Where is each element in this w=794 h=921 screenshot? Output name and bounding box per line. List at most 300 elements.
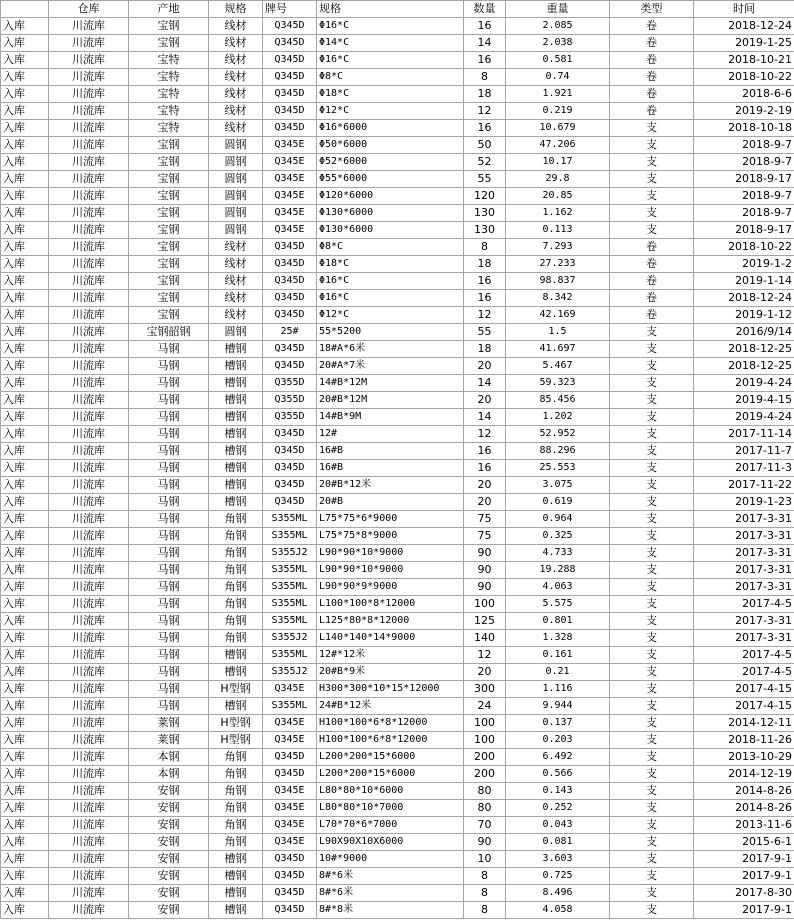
grade-cell: Q345E [263, 681, 317, 698]
direction-cell: 入库 [1, 273, 49, 290]
column-header: 时间 [694, 1, 794, 18]
category-cell: 角钢 [209, 817, 263, 834]
weight-cell: 41.697 [506, 341, 610, 358]
weight-cell: 47.206 [506, 137, 610, 154]
weight-cell: 1.202 [506, 409, 610, 426]
origin-cell: 宝钢 [129, 171, 209, 188]
direction-cell: 入库 [1, 647, 49, 664]
weight-cell: 8.342 [506, 290, 610, 307]
quantity-cell: 16 [464, 443, 506, 460]
weight-cell: 3.603 [506, 851, 610, 868]
category-cell: 线材 [209, 18, 263, 35]
spec-cell: Φ120*6000 [317, 188, 464, 205]
weight-cell: 27.233 [506, 256, 610, 273]
warehouse-cell: 川流库 [49, 630, 129, 647]
warehouse-cell: 川流库 [49, 613, 129, 630]
grade-cell: Q345D [263, 341, 317, 358]
category-cell: 槽钢 [209, 341, 263, 358]
date-cell: 2018-12-25 [694, 341, 794, 358]
origin-cell: 马钢 [129, 375, 209, 392]
weight-cell: 0.081 [506, 834, 610, 851]
type-cell: 支 [610, 341, 694, 358]
quantity-cell: 130 [464, 222, 506, 239]
direction-cell: 入库 [1, 137, 49, 154]
category-cell: 角钢 [209, 766, 263, 783]
date-cell: 2017-3-31 [694, 545, 794, 562]
quantity-cell: 50 [464, 137, 506, 154]
quantity-cell: 52 [464, 154, 506, 171]
spec-cell: Φ130*6000 [317, 222, 464, 239]
origin-cell: 宝钢韶钢 [129, 324, 209, 341]
spec-cell: L75*75*6*9000 [317, 511, 464, 528]
direction-cell: 入库 [1, 511, 49, 528]
direction-cell: 入库 [1, 375, 49, 392]
table-row [1, 562, 794, 579]
category-cell: 圆钢 [209, 205, 263, 222]
direction-cell: 入库 [1, 545, 49, 562]
date-cell: 2018-9-7 [694, 137, 794, 154]
date-cell: 2019-4-24 [694, 375, 794, 392]
origin-cell: 宝钢 [129, 137, 209, 154]
weight-cell: 98.837 [506, 273, 610, 290]
category-cell: H型钢 [209, 681, 263, 698]
table-row [1, 409, 794, 426]
origin-cell: 马钢 [129, 647, 209, 664]
category-cell: 槽钢 [209, 664, 263, 681]
date-cell: 2014-8-26 [694, 800, 794, 817]
origin-cell: 安钢 [129, 783, 209, 800]
direction-cell: 入库 [1, 800, 49, 817]
date-cell: 2019-1-23 [694, 494, 794, 511]
quantity-cell: 16 [464, 52, 506, 69]
table-row [1, 664, 794, 681]
origin-cell: 宝钢 [129, 273, 209, 290]
grade-cell: Q345E [263, 800, 317, 817]
spec-cell: L200*200*15*6000 [317, 766, 464, 783]
direction-cell: 入库 [1, 698, 49, 715]
table-row [1, 86, 794, 103]
date-cell: 2017-4-5 [694, 596, 794, 613]
grade-cell: Q345D [263, 749, 317, 766]
grade-cell: Q345D [263, 443, 317, 460]
origin-cell: 安钢 [129, 834, 209, 851]
date-cell: 2016/9/14 [694, 324, 794, 341]
warehouse-cell: 川流库 [49, 528, 129, 545]
warehouse-cell: 川流库 [49, 222, 129, 239]
date-cell: 2017-11-22 [694, 477, 794, 494]
date-cell: 2017-3-31 [694, 528, 794, 545]
weight-cell: 0.161 [506, 647, 610, 664]
quantity-cell: 55 [464, 324, 506, 341]
grade-cell: Q345D [263, 868, 317, 885]
type-cell: 支 [610, 426, 694, 443]
weight-cell: 6.492 [506, 749, 610, 766]
quantity-cell: 12 [464, 103, 506, 120]
spec-cell: L90*90*10*9000 [317, 545, 464, 562]
warehouse-cell: 川流库 [49, 868, 129, 885]
spec-cell: Φ18*C [317, 86, 464, 103]
weight-cell: 0.801 [506, 613, 610, 630]
direction-cell: 入库 [1, 817, 49, 834]
quantity-cell: 8 [464, 868, 506, 885]
table-row [1, 341, 794, 358]
date-cell: 2019-4-24 [694, 409, 794, 426]
origin-cell: 宝钢 [129, 290, 209, 307]
date-cell: 2017-3-31 [694, 579, 794, 596]
origin-cell: 马钢 [129, 392, 209, 409]
weight-cell: 85.456 [506, 392, 610, 409]
grade-cell: Q345E [263, 817, 317, 834]
category-cell: 槽钢 [209, 494, 263, 511]
grade-cell: Q345D [263, 885, 317, 902]
column-header [1, 1, 49, 18]
warehouse-cell: 川流库 [49, 579, 129, 596]
warehouse-cell: 川流库 [49, 885, 129, 902]
date-cell: 2014-8-26 [694, 783, 794, 800]
category-cell: 圆钢 [209, 154, 263, 171]
grade-cell: Q345D [263, 239, 317, 256]
date-cell: 2015-6-1 [694, 834, 794, 851]
direction-cell: 入库 [1, 409, 49, 426]
type-cell: 卷 [610, 239, 694, 256]
date-cell: 2018-10-18 [694, 120, 794, 137]
grade-cell: Q345E [263, 732, 317, 749]
date-cell: 2017-4-15 [694, 698, 794, 715]
type-cell: 卷 [610, 18, 694, 35]
table-row [1, 205, 794, 222]
type-cell: 支 [610, 154, 694, 171]
grade-cell: Q345D [263, 69, 317, 86]
grade-cell: S355ML [263, 511, 317, 528]
warehouse-cell: 川流库 [49, 494, 129, 511]
grade-cell: S355ML [263, 613, 317, 630]
direction-cell: 入库 [1, 902, 49, 919]
category-cell: H型钢 [209, 715, 263, 732]
grade-cell: Q345E [263, 783, 317, 800]
direction-cell: 入库 [1, 52, 49, 69]
quantity-cell: 8 [464, 885, 506, 902]
origin-cell: 马钢 [129, 494, 209, 511]
grade-cell: 25# [263, 324, 317, 341]
table-row [1, 647, 794, 664]
warehouse-cell: 川流库 [49, 698, 129, 715]
quantity-cell: 12 [464, 307, 506, 324]
origin-cell: 宝特 [129, 86, 209, 103]
spec-cell: Φ55*6000 [317, 171, 464, 188]
spec-cell: Φ12*C [317, 103, 464, 120]
table-row [1, 715, 794, 732]
table-row [1, 154, 794, 171]
weight-cell: 10.679 [506, 120, 610, 137]
date-cell: 2017-3-31 [694, 630, 794, 647]
warehouse-cell: 川流库 [49, 749, 129, 766]
category-cell: 线材 [209, 120, 263, 137]
grade-cell: Q345D [263, 477, 317, 494]
spec-cell: 8#*6米 [317, 868, 464, 885]
grade-cell: Q345D [263, 290, 317, 307]
spec-cell: 24#B*12米 [317, 698, 464, 715]
category-cell: 线材 [209, 307, 263, 324]
warehouse-cell: 川流库 [49, 851, 129, 868]
weight-cell: 4.058 [506, 902, 610, 919]
weight-cell: 5.575 [506, 596, 610, 613]
quantity-cell: 300 [464, 681, 506, 698]
category-cell: 槽钢 [209, 392, 263, 409]
category-cell: 槽钢 [209, 409, 263, 426]
table-row [1, 511, 794, 528]
category-cell: 槽钢 [209, 698, 263, 715]
quantity-cell: 80 [464, 800, 506, 817]
warehouse-cell: 川流库 [49, 902, 129, 919]
quantity-cell: 24 [464, 698, 506, 715]
column-header: 重量 [506, 1, 610, 18]
type-cell: 卷 [610, 256, 694, 273]
table-row [1, 868, 794, 885]
warehouse-cell: 川流库 [49, 409, 129, 426]
date-cell: 2013-11-6 [694, 817, 794, 834]
warehouse-cell: 川流库 [49, 511, 129, 528]
table-row [1, 256, 794, 273]
weight-cell: 1.328 [506, 630, 610, 647]
grade-cell: S355ML [263, 596, 317, 613]
warehouse-cell: 川流库 [49, 256, 129, 273]
date-cell: 2017-9-1 [694, 868, 794, 885]
weight-cell: 10.17 [506, 154, 610, 171]
grade-cell: Q345D [263, 86, 317, 103]
warehouse-cell: 川流库 [49, 171, 129, 188]
spec-cell: 10#*9000 [317, 851, 464, 868]
warehouse-cell: 川流库 [49, 596, 129, 613]
spec-cell: L140*140*14*9000 [317, 630, 464, 647]
type-cell: 支 [610, 409, 694, 426]
weight-cell: 0.043 [506, 817, 610, 834]
origin-cell: 马钢 [129, 409, 209, 426]
origin-cell: 马钢 [129, 681, 209, 698]
direction-cell: 入库 [1, 579, 49, 596]
spec-cell: Φ14*C [317, 35, 464, 52]
type-cell: 卷 [610, 273, 694, 290]
origin-cell: 马钢 [129, 664, 209, 681]
category-cell: 槽钢 [209, 477, 263, 494]
type-cell: 支 [610, 664, 694, 681]
date-cell: 2017-8-30 [694, 885, 794, 902]
weight-cell: 88.296 [506, 443, 610, 460]
direction-cell: 入库 [1, 460, 49, 477]
weight-cell: 0.581 [506, 52, 610, 69]
warehouse-cell: 川流库 [49, 103, 129, 120]
type-cell: 支 [610, 528, 694, 545]
origin-cell: 宝钢 [129, 239, 209, 256]
weight-cell: 29.8 [506, 171, 610, 188]
quantity-cell: 100 [464, 732, 506, 749]
quantity-cell: 200 [464, 749, 506, 766]
type-cell: 支 [610, 732, 694, 749]
grade-cell: S355ML [263, 698, 317, 715]
direction-cell: 入库 [1, 834, 49, 851]
origin-cell: 宝钢 [129, 18, 209, 35]
grade-cell: Q345E [263, 222, 317, 239]
grade-cell: Q345D [263, 358, 317, 375]
warehouse-cell: 川流库 [49, 341, 129, 358]
direction-cell: 入库 [1, 681, 49, 698]
date-cell: 2013-10-29 [694, 749, 794, 766]
category-cell: 线材 [209, 103, 263, 120]
direction-cell: 入库 [1, 256, 49, 273]
direction-cell: 入库 [1, 290, 49, 307]
direction-cell: 入库 [1, 766, 49, 783]
origin-cell: 宝钢 [129, 307, 209, 324]
origin-cell: 莱钢 [129, 732, 209, 749]
direction-cell: 入库 [1, 324, 49, 341]
warehouse-cell: 川流库 [49, 205, 129, 222]
category-cell: 角钢 [209, 562, 263, 579]
table-row [1, 18, 794, 35]
weight-cell: 52.952 [506, 426, 610, 443]
warehouse-cell: 川流库 [49, 732, 129, 749]
quantity-cell: 12 [464, 647, 506, 664]
table-row [1, 290, 794, 307]
grade-cell: Q355D [263, 375, 317, 392]
category-cell: 线材 [209, 52, 263, 69]
origin-cell: 马钢 [129, 545, 209, 562]
direction-cell: 入库 [1, 86, 49, 103]
warehouse-cell: 川流库 [49, 307, 129, 324]
origin-cell: 本钢 [129, 766, 209, 783]
date-cell: 2018-6-6 [694, 86, 794, 103]
origin-cell: 马钢 [129, 477, 209, 494]
direction-cell: 入库 [1, 69, 49, 86]
type-cell: 支 [610, 205, 694, 222]
category-cell: 槽钢 [209, 851, 263, 868]
quantity-cell: 20 [464, 664, 506, 681]
weight-cell: 0.566 [506, 766, 610, 783]
quantity-cell: 20 [464, 392, 506, 409]
direction-cell: 入库 [1, 596, 49, 613]
weight-cell: 0.143 [506, 783, 610, 800]
grade-cell: S355ML [263, 562, 317, 579]
spec-cell: Φ8*C [317, 239, 464, 256]
type-cell: 支 [610, 460, 694, 477]
weight-cell: 1.162 [506, 205, 610, 222]
type-cell: 支 [610, 358, 694, 375]
type-cell: 卷 [610, 52, 694, 69]
grade-cell: S355J2 [263, 630, 317, 647]
table-row [1, 545, 794, 562]
warehouse-cell: 川流库 [49, 375, 129, 392]
direction-cell: 入库 [1, 783, 49, 800]
category-cell: 圆钢 [209, 171, 263, 188]
spec-cell: 20#B*12M [317, 392, 464, 409]
direction-cell: 入库 [1, 630, 49, 647]
spec-cell: 14#B*9M [317, 409, 464, 426]
category-cell: 角钢 [209, 596, 263, 613]
direction-cell: 入库 [1, 120, 49, 137]
direction-cell: 入库 [1, 307, 49, 324]
spec-cell: 20#B*12米 [317, 477, 464, 494]
date-cell: 2014-12-11 [694, 715, 794, 732]
warehouse-cell: 川流库 [49, 239, 129, 256]
weight-cell: 2.038 [506, 35, 610, 52]
direction-cell: 入库 [1, 562, 49, 579]
weight-cell: 25.553 [506, 460, 610, 477]
category-cell: 角钢 [209, 834, 263, 851]
type-cell: 支 [610, 120, 694, 137]
origin-cell: 安钢 [129, 851, 209, 868]
table-row [1, 35, 794, 52]
type-cell: 支 [610, 562, 694, 579]
table-row [1, 188, 794, 205]
table-row [1, 613, 794, 630]
date-cell: 2018-12-24 [694, 290, 794, 307]
date-cell: 2018-10-22 [694, 239, 794, 256]
date-cell: 2017-3-31 [694, 511, 794, 528]
table-row [1, 324, 794, 341]
grade-cell: Q355D [263, 392, 317, 409]
spec-cell: 16#B [317, 443, 464, 460]
table-row [1, 494, 794, 511]
quantity-cell: 14 [464, 409, 506, 426]
direction-cell: 入库 [1, 732, 49, 749]
origin-cell: 马钢 [129, 596, 209, 613]
warehouse-cell: 川流库 [49, 460, 129, 477]
quantity-cell: 14 [464, 375, 506, 392]
weight-cell: 0.725 [506, 868, 610, 885]
warehouse-cell: 川流库 [49, 86, 129, 103]
grade-cell: Q345E [263, 205, 317, 222]
type-cell: 卷 [610, 35, 694, 52]
direction-cell: 入库 [1, 222, 49, 239]
table-row [1, 222, 794, 239]
origin-cell: 马钢 [129, 630, 209, 647]
type-cell: 支 [610, 171, 694, 188]
table-row [1, 460, 794, 477]
warehouse-cell: 川流库 [49, 715, 129, 732]
origin-cell: 安钢 [129, 817, 209, 834]
weight-cell: 0.964 [506, 511, 610, 528]
type-cell: 卷 [610, 69, 694, 86]
warehouse-cell: 川流库 [49, 137, 129, 154]
warehouse-cell: 川流库 [49, 273, 129, 290]
type-cell: 支 [610, 698, 694, 715]
spec-cell: 12# [317, 426, 464, 443]
column-header: 规格 [209, 1, 263, 18]
spec-cell: Φ18*C [317, 256, 464, 273]
weight-cell: 9.944 [506, 698, 610, 715]
origin-cell: 马钢 [129, 426, 209, 443]
grade-cell: Q345D [263, 460, 317, 477]
column-header: 产地 [129, 1, 209, 18]
grade-cell: Q345D [263, 851, 317, 868]
table-row [1, 120, 794, 137]
grade-cell: S355J2 [263, 664, 317, 681]
quantity-cell: 16 [464, 18, 506, 35]
origin-cell: 马钢 [129, 613, 209, 630]
direction-cell: 入库 [1, 171, 49, 188]
quantity-cell: 16 [464, 120, 506, 137]
origin-cell: 马钢 [129, 579, 209, 596]
type-cell: 支 [610, 579, 694, 596]
date-cell: 2019-1-14 [694, 273, 794, 290]
date-cell: 2019-1-2 [694, 256, 794, 273]
table-row [1, 579, 794, 596]
quantity-cell: 8 [464, 239, 506, 256]
warehouse-cell: 川流库 [49, 69, 129, 86]
type-cell: 支 [610, 443, 694, 460]
spec-cell: 55*5200 [317, 324, 464, 341]
type-cell: 支 [610, 324, 694, 341]
category-cell: 槽钢 [209, 868, 263, 885]
table-row [1, 103, 794, 120]
